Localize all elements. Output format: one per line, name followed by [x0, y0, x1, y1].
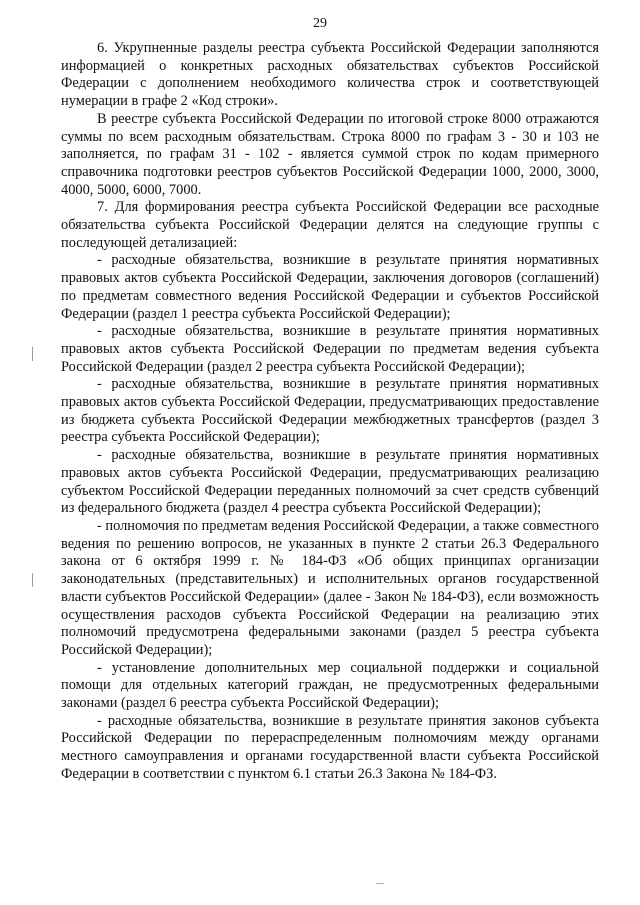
list-item-section-5: - полномочия по предметам ведения Российской Федерации, а также совместного ведения по решению вопросов, не указанных в пункте 2 статьи 26.3 Федерального закона от 6 октября 1999 г. № 184-ФЗ «Об общих принципах организации законодательных (представительных) и исполнительных органов государственной власти субъектов Российской Федерации» (далее - Закон № 184-ФЗ), если возможность осуществления расходов субъекта Российской Федерации на реализацию этих полномочий предусмотрена федеральными законами (раздел 5 реестра субъекта Российской Федерации); [61, 517, 599, 658]
bottom-mark [376, 883, 384, 884]
list-item-section-2: - расходные обязательства, возникшие в результате принятия нормативных правовых актов субъекта Российской Федерации по предметам ведения субъекта Российской Федерации (раздел 2 реестра субъекта Российской Федерации); [61, 323, 599, 375]
list-item-section-4: - расходные обязательства, возникшие в результате принятия нормативных правовых актов субъекта Российской Федерации, предусматривающих реализацию субъектом Российской Федерации переданных полномочий за счет средств субвенций из федерального бюджета (раздел 4 реестра субъекта Российской Федерации); [61, 447, 599, 517]
paragraph-total-row: В реестре субъекта Российской Федерации по итоговой строке 8000 отражаются суммы по всем расходным обязательствам. Строка 8000 по графам 3 - 30 и 103 не заполняется, по графам 31 - 102 - является суммой строк по кодам примерного справочника подготовки реестров субъектов Российской Федерации 1000, 2000, 3000, 4000, 5000, 6000, 7000. [61, 110, 599, 198]
margin-mark [30, 347, 36, 361]
paragraph-7: 7. Для формирования реестра субъекта Российской Федерации все расходные обязательства субъекта Российской Федерации делятся на следующие группы с последующей детализацией: [61, 199, 599, 251]
list-item-section-1: - расходные обязательства, возникшие в результате принятия нормативных правовых актов субъекта Российской Федерации, заключения договоров (соглашений) по предметам совместного ведения Российской Федерации и субъектов Российской Федерации (раздел 1 реестра субъекта Российской Федерации); [61, 252, 599, 322]
list-item-section-7: - расходные обязательства, возникшие в результате принятия законов субъекта Российской Федерации по перераспределенным полномочиям между органами местного самоуправления и органами государственной власти субъекта Российской Федерации в соответствии с пунктом 6.1 статьи 26.3 Закона № 184-ФЗ. [61, 712, 599, 782]
page-number: 29 [313, 16, 327, 31]
list-item-section-3: - расходные обязательства, возникшие в результате принятия нормативных правовых актов субъекта Российской Федерации, предусматривающих предоставление из бюджета субъекта Российской Федерации межбюджетных трансфертов (раздел 3 реестра субъекта Российской Федерации); [61, 376, 599, 446]
margin-mark [30, 573, 36, 587]
document-body [61, 40, 599, 784]
list-item-section-6: - установление дополнительных мер социальной поддержки и социальной помощи для отдельных категорий граждан, не предусмотренных федеральными законами (раздел 6 реестра субъекта Российской Федерации); [61, 659, 599, 712]
paragraph-6: 6. Укрупненные разделы реестра субъекта Российской Федерации заполняются информацией о конкретных расходных обязательствах субъектов Российской Федерации с дополнением необходимого количества строк и соответствующей нумерации в графе 2 «Код строки». [61, 40, 599, 110]
